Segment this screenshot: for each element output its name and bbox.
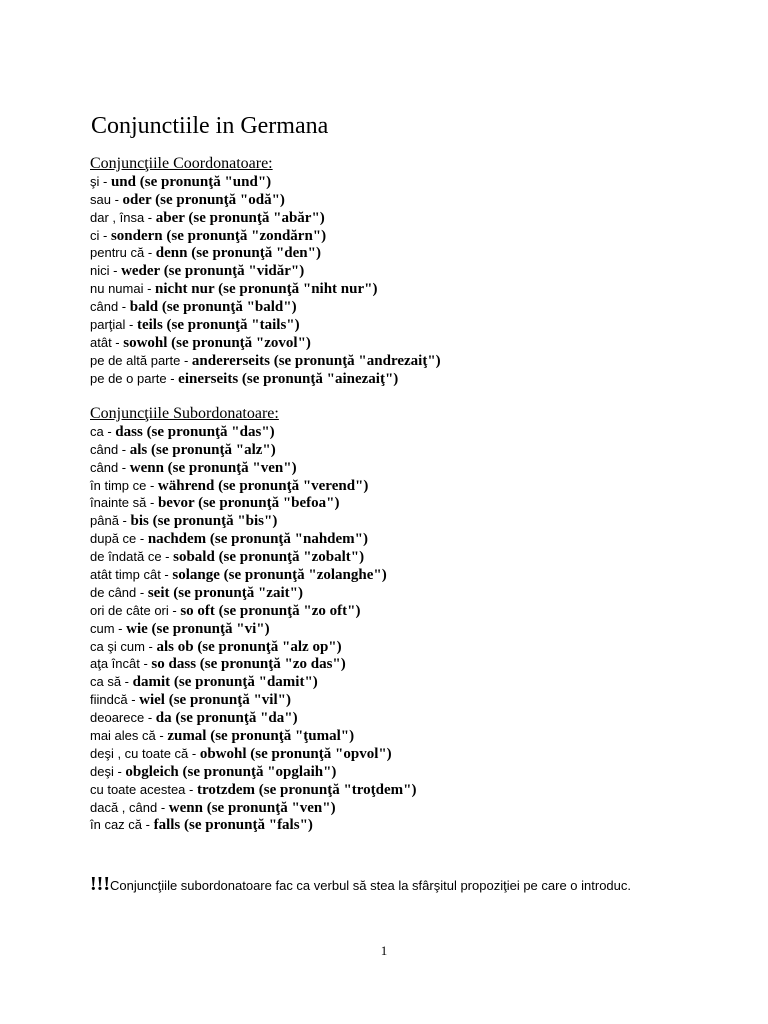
conjunction-row xyxy=(90,494,417,512)
note-marker: !!! xyxy=(90,873,110,895)
german-term: sobald (se pronunţă "zobalt") xyxy=(173,549,365,566)
conjunction-row xyxy=(90,620,417,638)
conjunction-row xyxy=(90,370,441,388)
conjunction-row xyxy=(90,584,417,602)
conjunction-row xyxy=(90,173,441,191)
romanian-term: până - xyxy=(90,513,131,529)
conjunction-row xyxy=(90,441,417,459)
romanian-term: când - xyxy=(90,441,130,457)
german-term: falls (se pronunţă "fals") xyxy=(153,817,313,834)
conjunction-row xyxy=(90,352,441,370)
german-term: und (se pronunţă "und") xyxy=(110,173,272,190)
conjunction-list xyxy=(90,173,441,388)
conjunction-row xyxy=(90,316,441,334)
german-term: aber (se pronunţă "abăr") xyxy=(155,209,325,226)
conjunction-row xyxy=(90,548,417,566)
german-term: nachdem (se pronunţă "nahdem") xyxy=(147,531,368,548)
romanian-term: când - xyxy=(90,459,130,475)
romanian-term: ci - xyxy=(90,227,111,243)
conjunction-row xyxy=(90,227,441,245)
german-term: zumal (se pronunţă "ţumal") xyxy=(167,728,355,745)
romanian-term: sau - xyxy=(90,191,123,207)
romanian-term: dacă , când - xyxy=(90,799,169,815)
conjunction-row xyxy=(90,745,417,763)
section-coordinating-conjunctions xyxy=(90,155,441,388)
german-term: da (se pronunţă "da") xyxy=(155,710,298,727)
german-term: so oft (se pronunţă "zo oft") xyxy=(180,602,361,619)
german-term: bald (se pronunţă "bald") xyxy=(129,299,297,316)
german-term: wenn (se pronunţă "ven") xyxy=(168,799,336,816)
romanian-term: în caz că - xyxy=(90,817,154,833)
german-term: bevor (se pronunţă "befoa") xyxy=(157,495,340,512)
german-term: als (se pronunţă "alz") xyxy=(129,441,276,458)
romanian-term: dar , însa - xyxy=(90,209,156,225)
conjunction-row xyxy=(90,423,417,441)
conjunction-row xyxy=(90,209,441,227)
conjunction-row xyxy=(90,280,441,298)
conjunction-row xyxy=(90,191,441,209)
romanian-term: după ce - xyxy=(90,531,148,547)
footnote xyxy=(90,871,631,899)
german-term: weder (se pronunţă "vidăr") xyxy=(121,263,305,280)
german-term: wie (se pronunţă "vi") xyxy=(126,620,270,637)
section-subordinating-conjunctions xyxy=(90,405,417,834)
romanian-term: ca - xyxy=(90,423,116,439)
german-term: während (se pronunţă "verend") xyxy=(157,477,369,494)
conjunction-row xyxy=(90,566,417,584)
section-heading: Conjuncţiile Coordonatoare: xyxy=(90,155,273,172)
conjunction-row xyxy=(90,673,417,691)
german-term: teils (se pronunţă "tails") xyxy=(136,317,300,334)
german-term: sowohl (se pronunţă "zovol") xyxy=(123,334,311,351)
romanian-term: deşi , cu toate că - xyxy=(90,745,200,761)
conjunction-row xyxy=(90,709,417,727)
conjunction-row xyxy=(90,459,417,477)
conjunction-row xyxy=(90,512,417,530)
romanian-term: fiindcă - xyxy=(90,692,140,708)
german-term: trotzdem (se pronunţă "troţdem") xyxy=(196,781,417,798)
german-term: einerseits (se pronunţă "ainezaiţ") xyxy=(178,370,399,387)
romanian-term: parţial - xyxy=(90,317,137,333)
note-text: Conjuncţiile subordonatoare fac ca verbul să stea la sfârşitul propoziţiei pe care o introduc. xyxy=(109,878,631,893)
conjunction-row xyxy=(90,691,417,709)
romanian-term: atât - xyxy=(90,334,124,350)
conjunction-row xyxy=(90,763,417,781)
romanian-term: şi - xyxy=(90,173,111,189)
romanian-term: deoarece - xyxy=(90,710,156,726)
conjunction-row xyxy=(90,781,417,799)
conjunction-row xyxy=(90,816,417,834)
german-term: seit (se pronunţă "zait") xyxy=(147,584,303,601)
conjunction-row xyxy=(90,530,417,548)
german-term: andererseits (se pronunţă "andrezaiţ") xyxy=(191,352,441,369)
conjunction-row xyxy=(90,727,417,745)
romanian-term: de îndată ce - xyxy=(90,549,174,565)
romanian-term: înainte să - xyxy=(90,495,158,511)
german-term: obwohl (se pronunţă "opvol") xyxy=(199,745,392,762)
romanian-term: în timp ce - xyxy=(90,477,158,493)
romanian-term: nici - xyxy=(90,263,122,279)
romanian-term: când - xyxy=(90,299,130,315)
german-term: wiel (se pronunţă "vil") xyxy=(139,692,291,709)
romanian-term: ori de câte ori - xyxy=(90,602,181,618)
conjunction-row xyxy=(90,298,441,316)
romanian-term: nu numai - xyxy=(90,281,156,297)
german-term: obgleich (se pronunţă "opglaih") xyxy=(125,763,337,780)
conjunction-row xyxy=(90,262,441,280)
german-term: solange (se pronunţă "zolanghe") xyxy=(172,567,387,584)
conjunction-row xyxy=(90,638,417,656)
german-term: sondern (se pronunţă "zondărn") xyxy=(110,227,327,244)
romanian-term: pe de o parte - xyxy=(90,370,179,386)
german-term: nicht nur (se pronunţă "niht nur") xyxy=(155,281,378,298)
romanian-term: deşi - xyxy=(90,763,126,779)
german-term: denn (se pronunţă "den") xyxy=(155,245,321,262)
conjunction-list xyxy=(90,423,417,834)
romanian-term: aţa încât - xyxy=(90,656,152,672)
romanian-term: mai ales că - xyxy=(90,728,168,744)
german-term: als ob (se pronunţă "alz op") xyxy=(156,638,342,655)
romanian-term: ca să - xyxy=(90,674,133,690)
romanian-term: atât timp cât - xyxy=(90,567,173,583)
german-term: bis (se pronunţă "bis") xyxy=(130,513,278,530)
section-heading: Conjuncţiile Subordonatoare: xyxy=(90,405,279,422)
conjunction-row xyxy=(90,655,417,673)
conjunction-row xyxy=(90,602,417,620)
german-term: wenn (se pronunţă "ven") xyxy=(129,459,297,476)
german-term: oder (se pronunţă "odă") xyxy=(122,191,285,208)
conjunction-row xyxy=(90,244,441,262)
german-term: dass (se pronunţă "das") xyxy=(115,423,275,440)
conjunction-row xyxy=(90,477,417,495)
german-term: damit (se pronunţă "damit") xyxy=(132,674,318,691)
romanian-term: pentru că - xyxy=(90,245,156,261)
conjunction-row xyxy=(90,334,441,352)
romanian-term: cum - xyxy=(90,620,127,636)
page-number: 1 xyxy=(380,943,388,958)
romanian-term: pe de altă parte - xyxy=(90,352,192,368)
romanian-term: de când - xyxy=(90,584,148,600)
document-title: Conjunctiile in Germana xyxy=(91,113,329,139)
conjunction-row xyxy=(90,799,417,817)
romanian-term: ca şi cum - xyxy=(90,638,157,654)
romanian-term: cu toate acestea - xyxy=(90,781,197,797)
german-term: so dass (se pronunţă "zo das") xyxy=(151,656,346,673)
